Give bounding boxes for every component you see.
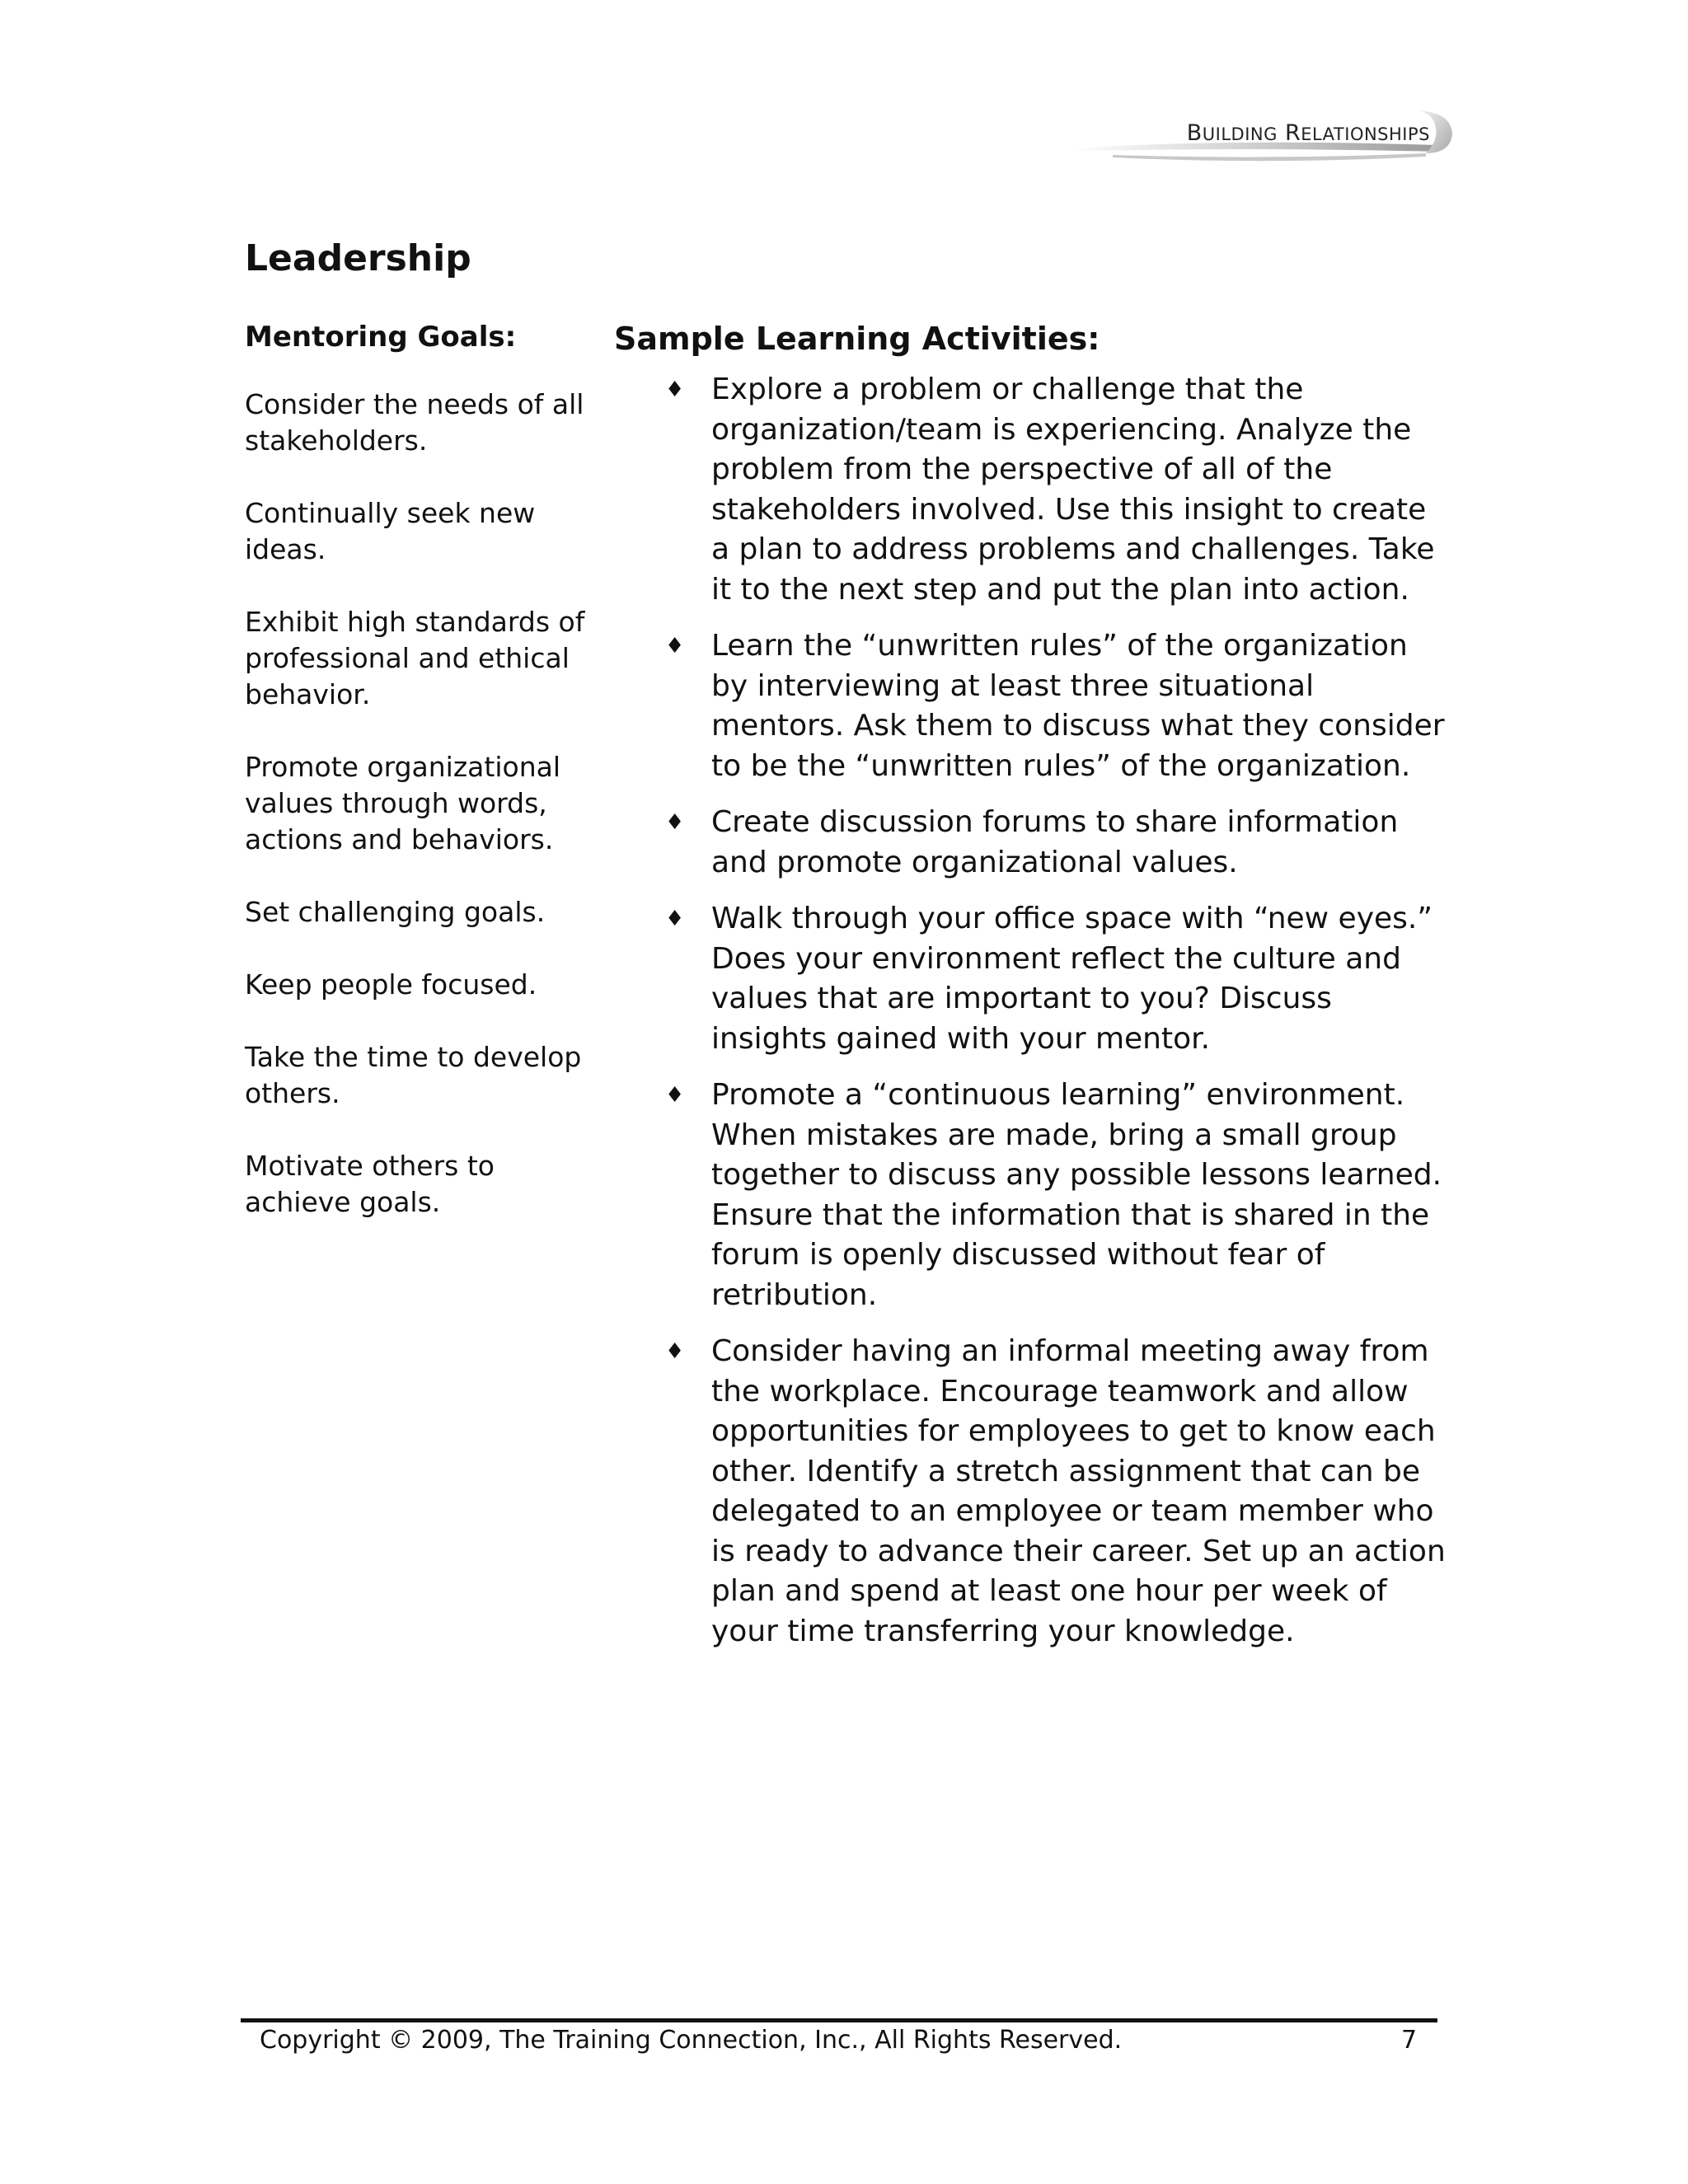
goal-item: Continually seek new ideas. [245,497,536,565]
activity-text: Learn the “unwritten rules” of the organization by interviewing at least three situational mentors. Ask them to discuss what they consider to be the “unwritten rules” of the organization. [711,629,1445,783]
mentoring-goals-heading: Mentoring Goals: [245,321,517,354]
activity-item [614,803,1447,883]
section-title: Leadership [245,237,471,279]
running-header-title [1187,120,1430,146]
activity-item [614,370,1447,610]
activity-item [614,626,1447,786]
diamond-bullet-icon: ♦ [665,810,685,835]
diamond-bullet-icon: ♦ [665,907,685,931]
activity-item [614,899,1447,1059]
diamond-bullet-icon: ♦ [665,634,685,658]
activity-text: Create discussion forums to share information and promote organizational values. [711,805,1399,879]
header-word2-rest: ELATIONSHIPS [1301,124,1430,144]
diamond-bullet-icon: ♦ [665,377,685,402]
activity-text: Consider having an informal meeting away from the workplace. Encourage teamwork and allow opportunities for employees to get to know each other. Identify a stretch assignment that can be delegated to an employee or team member who is ready to advance their career. Set up an action plan and spend at least one hour per week of your time transferring your knowledge. [711,1334,1446,1648]
header-word1-rest: UILDING [1202,124,1278,144]
activity-item [614,1332,1447,1652]
mentoring-goals-list [245,387,599,1221]
page-number: 7 [1401,2026,1418,2055]
goal-item: Consider the needs of all stakeholders. [245,388,584,457]
activity-text: Promote a “continuous learning” environment. When mistakes are made, bring a small group together to discuss any possible lessons learned. Ensure that the information that is shared in the forum is openly discussed without fear of retribution. [711,1078,1442,1312]
learning-activities-heading: Sample Learning Activities: [614,321,1100,357]
activity-text: Walk through your office space with “new eyes.” Does your environment reflect the culture and values that are important to you? Discuss insights gained with your mentor. [711,902,1433,1056]
activity-item [614,1076,1447,1315]
goal-item: Exhibit high standards of professional and ethical behavior. [245,606,585,710]
learning-activities-column [614,317,1447,1668]
goal-item: Set challenging goals. [245,896,546,928]
diamond-bullet-icon: ♦ [665,1339,685,1364]
goal-item: Take the time to develop others. [245,1041,582,1109]
goal-item: Keep people focused. [245,968,537,1001]
header-word1-initial: B [1186,120,1203,146]
learning-activities-list [614,370,1447,1652]
footer-copyright: Copyright © 2009, The Training Connection, Inc., All Rights Reserved. [260,2026,1123,2055]
diamond-bullet-icon: ♦ [665,1083,685,1108]
goal-item: Motivate others to achieve goals. [245,1150,495,1218]
mentoring-goals-column [245,317,599,1257]
goal-item: Promote organizational values through words, actions and behaviors. [245,751,560,855]
activity-text: Explore a problem or challenge that the organization/team is experiencing. Analyze the problem from the perspective of all of the stakeholders involved. Use this insight to create a plan to address problems and challenges. Take it to the next step and put the plan into action. [711,373,1435,607]
running-header [1063,105,1467,171]
header-word2-initial: R [1284,120,1301,146]
